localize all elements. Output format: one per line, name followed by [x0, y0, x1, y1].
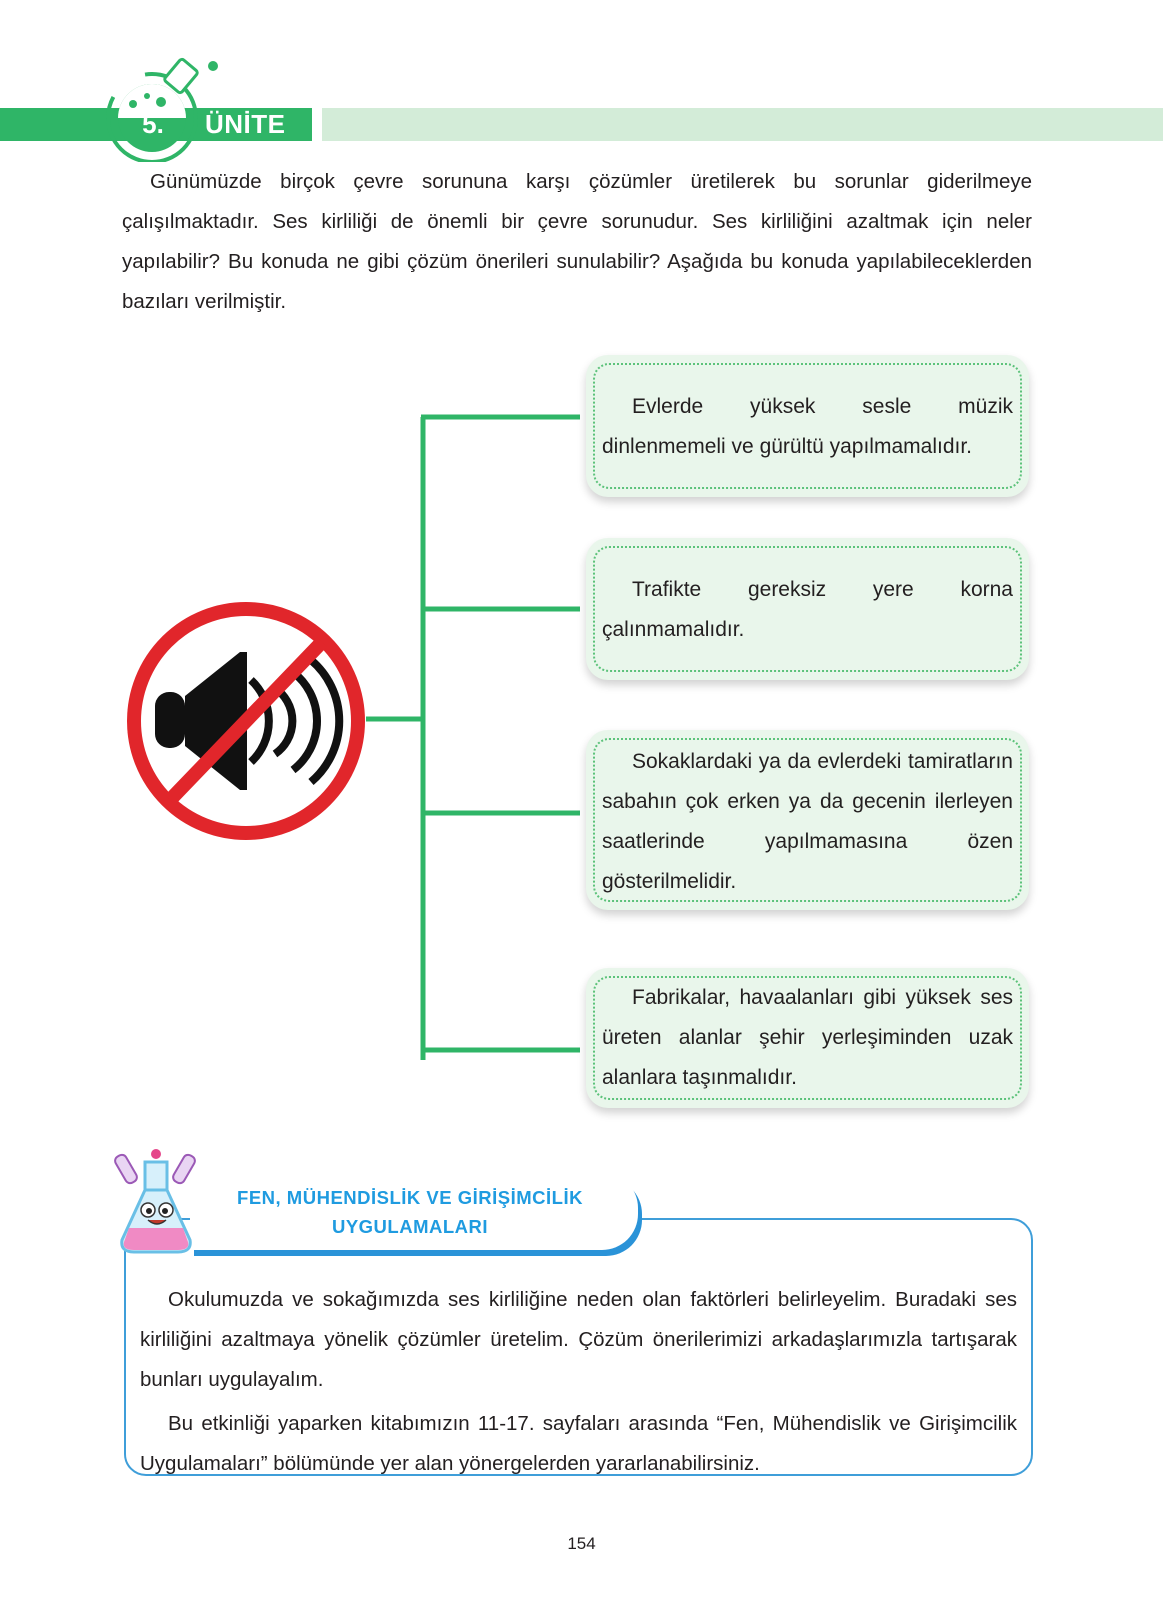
flask-mascot-icon: [112, 1148, 200, 1258]
tip-box-1: [586, 355, 1029, 497]
unit-number: 5.: [142, 109, 164, 139]
no-loudspeaker-icon: [125, 600, 367, 842]
project-paragraph-2: Bu etkinliği yaparken kitabımızın 11-17. sayfaları arasında “Fen, Mühendislik ve Girişimcilik Uygulamaları” bölümünde yer alan yönergelerden yararlanabilirsiniz.: [140, 1412, 1017, 1475]
project-text: [140, 1280, 1017, 1484]
project-title: FEN, MÜHENDİSLİK VE GİRİŞİMCİLİK UYGULAMALARI: [237, 1187, 583, 1237]
unit-label: ÜNİTE: [205, 109, 286, 139]
tip-text: Trafikte gereksiz yere korna çalınmamalıdır.: [602, 578, 1013, 641]
tip-text: Fabrikalar, havaalanları gibi yüksek ses üreten alanlar şehir yerleşiminden uzak alanlara taşınmalıdır.: [602, 986, 1013, 1089]
tip-box-2: [586, 538, 1029, 680]
tip-text: Sokaklardaki ya da evlerdeki tamiratların sabahın çok erken ya da gecenin ilerleyen saatlerinde yapılmamasına özen gösterilmelidir.: [602, 750, 1013, 893]
tip-box-4: [586, 968, 1029, 1108]
tip-text: Evlerde yüksek sesle müzik dinlenmemeli ve gürültü yapılmamalıdır.: [602, 395, 1013, 458]
project-paragraph-1: Okulumuzda ve sokağımızda ses kirliliğine neden olan faktörleri belirleyelim. Buradaki ses kirliliğini azaltmaya yönelik çözümler üretelim. Çözüm önerilerimizi arkadaşlarımızla tartışarak bunları uygulayalım.: [140, 1288, 1017, 1391]
page-number: 154: [567, 1534, 596, 1553]
tip-box-3: [586, 730, 1029, 910]
intro-paragraph: Günümüzde birçok çevre sorununa karşı çözümler üretilerek bu sorunlar giderilmeye çalışılmaktadır. Ses kirliliği de önemli bir çevre sorunudur. Ses kirliliğini azaltmak için neler yapılabilir? Bu konuda ne gibi çözüm önerileri sunulabilir? Aşağıda bu konuda yapılabileceklerden bazıları verilmiştir.: [122, 170, 1032, 313]
